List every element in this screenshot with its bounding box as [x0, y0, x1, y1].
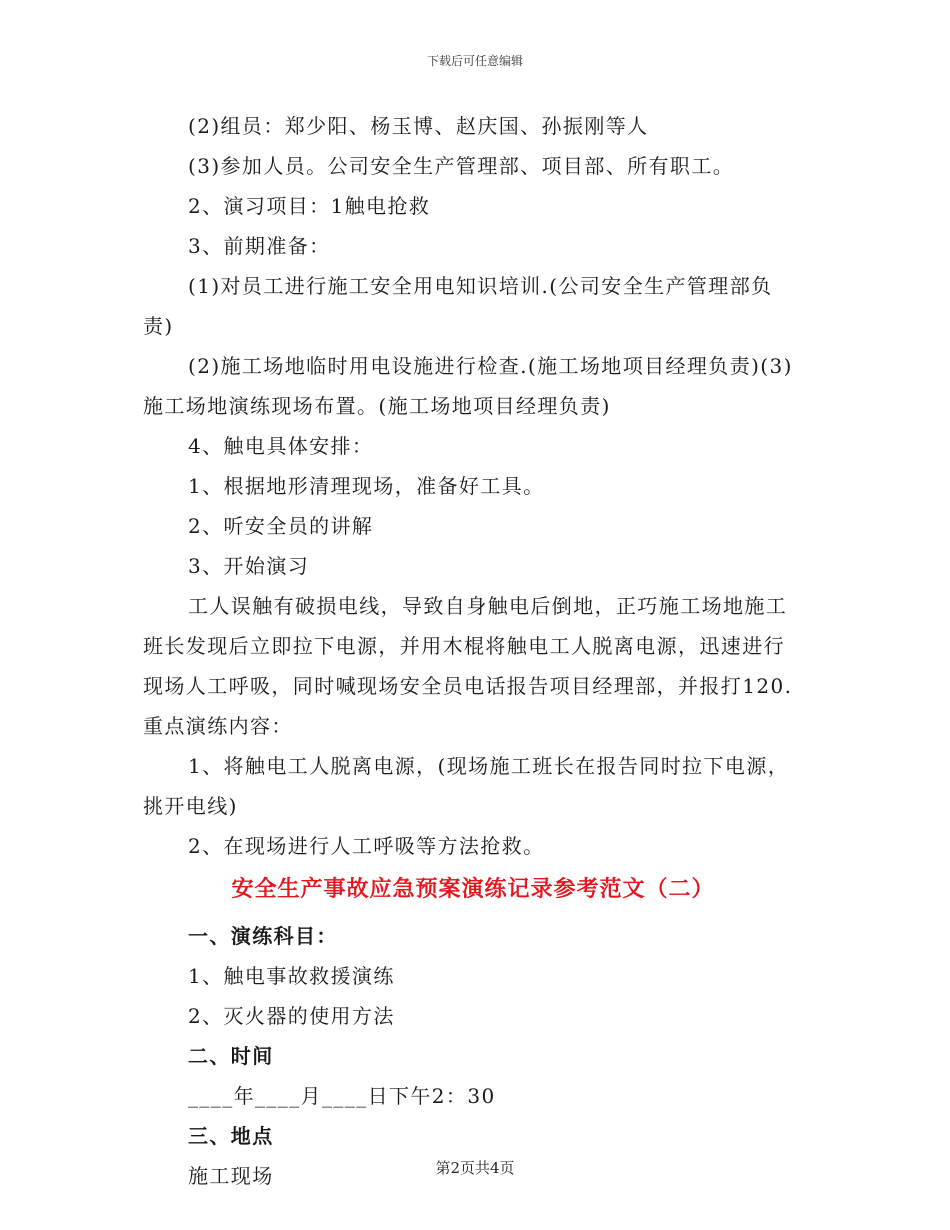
- paragraph: 1、根据地形清理现场，准备好工具。: [188, 474, 545, 498]
- paragraph: 2、听安全员的讲解: [188, 514, 374, 538]
- section-heading: 二、时间: [188, 1044, 274, 1068]
- section-heading: 三、地点: [188, 1124, 274, 1148]
- page-header: 下载后可任意编辑: [426, 54, 523, 68]
- paragraph: (1)对员工进行施工安全用电知识培训.(公司安全生产管理部负责): [143, 274, 773, 338]
- paragraph: 2、演习项目：1触电抢救: [188, 194, 431, 218]
- paragraph: 3、开始演习: [188, 554, 310, 578]
- paragraph: 2、在现场进行人工呼吸等方法抢救。: [188, 834, 545, 858]
- paragraph: (2)施工场地临时用电设施进行检查.(施工场地项目经理负责)(3)施工场地演练现场布置。(施工场地项目经理负责): [143, 354, 793, 418]
- page-footer: 第2页共4页: [435, 1159, 515, 1177]
- paragraph: (3)参加人员。公司安全生产管理部、项目部、所有职工。: [188, 154, 735, 178]
- paragraph: 4、触电具体安排：: [188, 434, 374, 458]
- section-title: 安全生产事故应急预案演练记录参考范文（二）: [231, 876, 715, 902]
- list-item: 1、触电事故救援演练: [188, 964, 395, 988]
- place-value: 施工现场: [188, 1164, 274, 1188]
- paragraph: 工人误触有破损电线，导致自身触电后倒地，正巧施工场地施工班长发现后立即拉下电源，并用木棍将触电工人脱离电源，迅速进行现场人工呼吸，同时喊现场安全员电话报告项目经理部，并报打120.重点演练内容：: [143, 594, 793, 738]
- paragraph: 1、将触电工人脱离电源，(现场施工班长在报告同时拉下电源，挑开电线): [143, 754, 790, 818]
- section-heading: 一、演练科目：: [188, 924, 338, 948]
- document-body: [143, 106, 803, 1196]
- paragraph: 3、前期准备：: [188, 234, 331, 258]
- time-value: ____年____月____日下午2：30: [188, 1084, 496, 1108]
- list-item: 2、灭火器的使用方法: [188, 1004, 395, 1028]
- paragraph: (2)组员：郑少阳、杨玉博、赵庆国、孙振刚等人: [188, 114, 649, 138]
